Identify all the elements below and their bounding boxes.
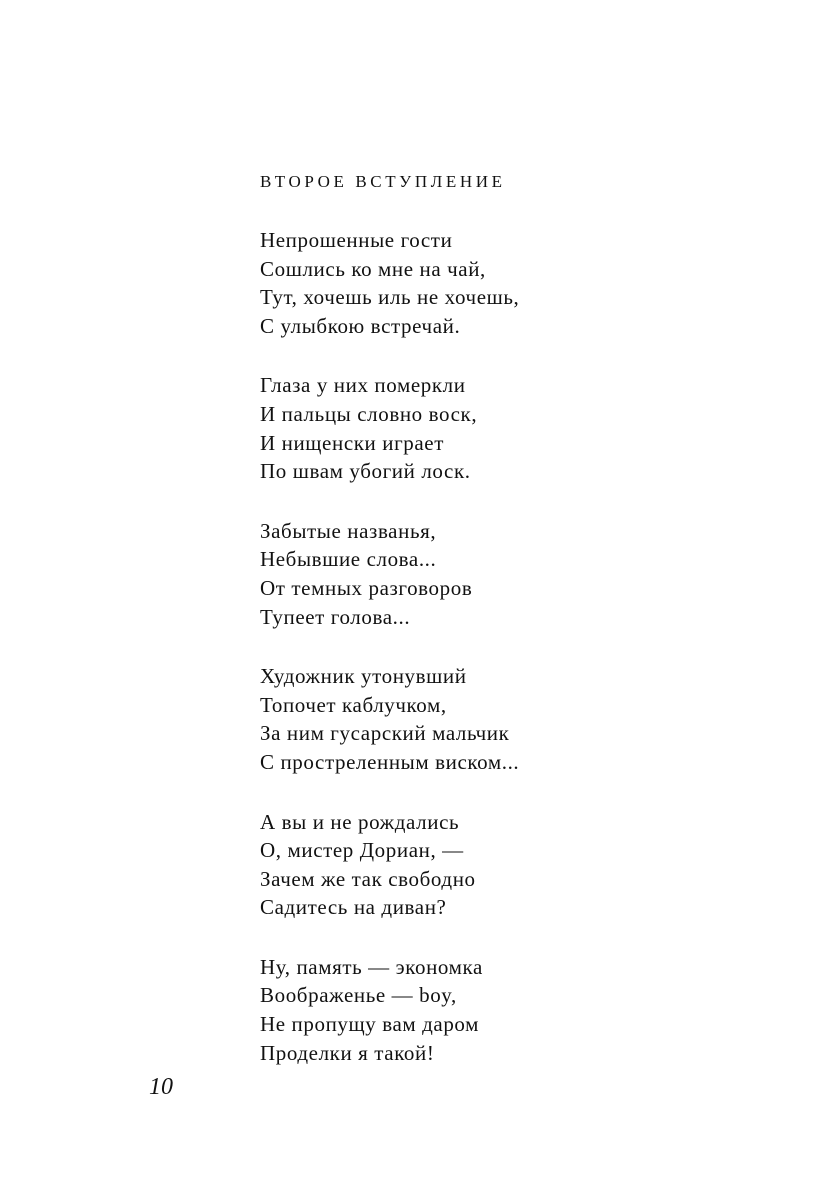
poem-line: Забытые названья, — [260, 518, 437, 543]
poem-line: Тупеет голова... — [260, 604, 411, 629]
poem-line: От темных разговоров — [260, 575, 473, 600]
poem-line: О, мистер Дориан, — — [260, 838, 464, 863]
stanza-2 — [260, 371, 800, 485]
stanza-6 — [260, 953, 800, 1067]
poem-line: Не пропущу вам даром — [260, 1012, 480, 1037]
poem-line: По швам убогий лоск. — [260, 459, 471, 484]
poem-line: Глаза у них померкли — [260, 373, 466, 398]
poem-line: С улыбкою встречай. — [260, 313, 461, 338]
poem-line: Художник утонувший — [260, 664, 467, 689]
poem-line: С простреленным виском... — [260, 749, 520, 774]
poem-line: А вы и не рождались — [260, 809, 460, 834]
stanza-5 — [260, 808, 800, 922]
page-number: 10 — [149, 1074, 173, 1100]
poem-line: Непрошенные гости — [260, 228, 453, 252]
poem-line: Ну, память — экономка — [260, 954, 483, 979]
stanza-1 — [260, 226, 800, 340]
poem-line: Сошлись ко мне на чай, — [260, 256, 486, 281]
poem-line: Тут, хочешь иль не хочешь, — [260, 285, 520, 310]
stanza-3 — [260, 517, 800, 631]
poem-line: За ним гусарский мальчик — [260, 721, 510, 746]
poem-body — [260, 226, 800, 1098]
poem-line: И нищенски играет — [260, 430, 445, 455]
poem-line: Небывшие слова... — [260, 547, 437, 572]
stanza-4 — [260, 662, 800, 776]
poem-line: Проделки я такой! — [260, 1040, 435, 1065]
poem-line: Воображенье — boy, — [260, 983, 457, 1008]
poem-line: И пальцы словно воск, — [260, 401, 478, 426]
poem-line: Садитесь на диван? — [260, 895, 447, 920]
poem-line: Топочет каблучком, — [260, 692, 447, 717]
poem-title: ВТОРОЕ ВСТУПЛЕНИЕ — [260, 172, 506, 191]
poem-line: Зачем же так свободно — [260, 866, 476, 891]
